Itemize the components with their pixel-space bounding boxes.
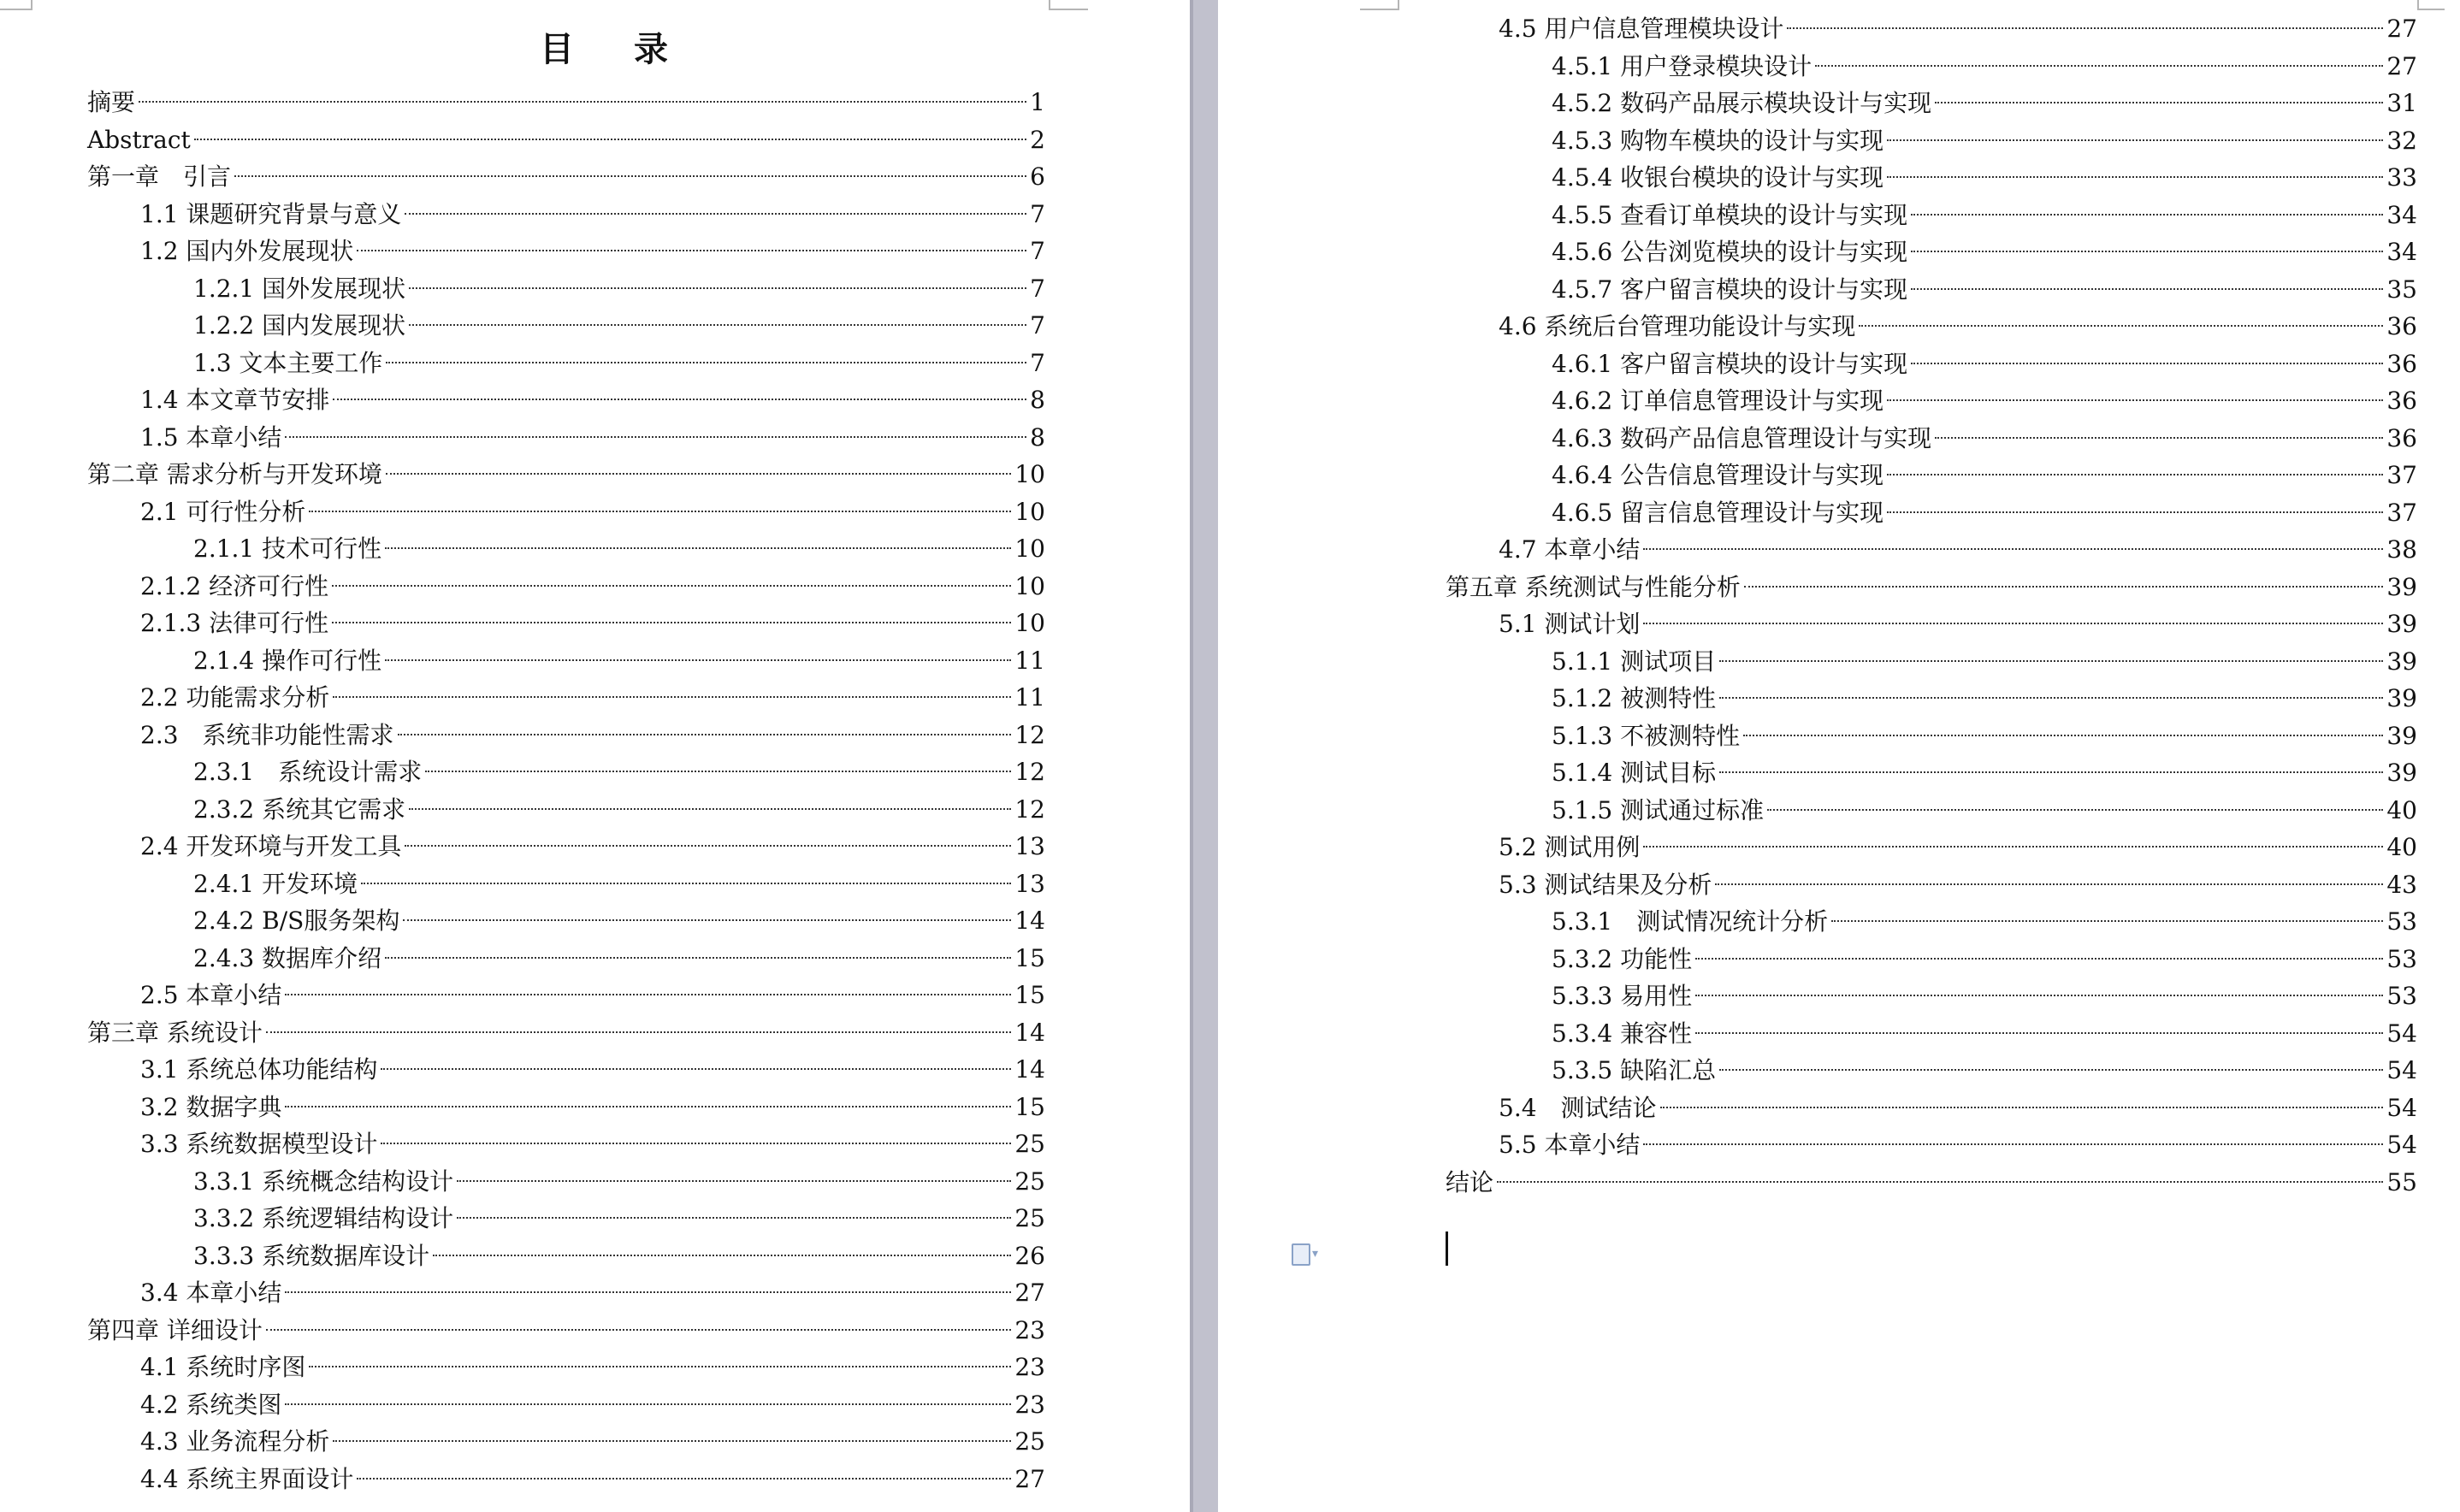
toc-entry-label: 5.1 测试计划 <box>1499 610 1641 638</box>
toc-page-number: 36 <box>2386 387 2417 415</box>
toc-entry-label: 5.1.3 不被测特性 <box>1552 721 1741 750</box>
toc-entry-label: 2.4.3 数据库介绍 <box>193 943 382 972</box>
toc-entry-label: 3.3.1 系统概念结构设计 <box>193 1166 454 1196</box>
toc-page-number: 23 <box>1014 1315 1045 1344</box>
toc-page-number: 35 <box>2386 275 2417 304</box>
toc-entry[interactable] <box>87 1089 1045 1126</box>
toc-entry-label: 2.2 功能需求分析 <box>140 683 330 712</box>
toc-page-number: 55 <box>2386 1167 2417 1196</box>
toc-entry-label: 1.2.1 国外发展现状 <box>193 274 406 303</box>
toc-entry[interactable] <box>1446 233 2417 271</box>
toc-entry-label: 3.2 数据字典 <box>140 1092 282 1121</box>
crop-mark <box>2417 0 2445 10</box>
toc-entry-label: 5.4 测试结论 <box>1499 1093 1657 1122</box>
toc-entry[interactable] <box>87 1423 1045 1461</box>
toc-entry-label: 4.6.2 订单信息管理设计与实现 <box>1552 387 1884 415</box>
toc-entry[interactable] <box>87 1349 1045 1386</box>
toc-entry[interactable] <box>87 270 1045 308</box>
toc-dot-leader <box>1887 399 2383 401</box>
toc-dot-leader <box>1911 214 2383 216</box>
toc-dot-leader <box>386 473 1011 475</box>
toc-entry[interactable] <box>87 902 1045 940</box>
page-gutter-shadow <box>1190 0 1193 1512</box>
toc-entry-label: 4.6.1 客户留言模块的设计与实现 <box>1552 349 1908 378</box>
toc-page-number: 39 <box>2386 572 2417 601</box>
toc-entry-label: 4.5.3 购物车模块的设计与实现 <box>1552 126 1884 155</box>
toc-dot-leader <box>1643 846 2383 848</box>
toc-entry-label: 结论 <box>1446 1167 1494 1196</box>
toc-dot-leader <box>357 250 1026 251</box>
toc-dot-leader <box>309 511 1011 512</box>
toc-entry-label: 2.1.3 法律可行性 <box>140 609 329 637</box>
toc-page-number: 36 <box>2386 349 2417 378</box>
toc-entry-label: 4.2 系统类图 <box>140 1390 282 1419</box>
toc-dot-leader <box>1695 958 2383 960</box>
toc-page-number: 6 <box>1030 162 1045 191</box>
toc-entry-label: 1.2.2 国内发展现状 <box>193 311 406 340</box>
toc-page-number: 15 <box>1014 981 1045 1009</box>
toc-dot-leader <box>266 1031 1011 1033</box>
toc-entry-label: 4.5.5 查看订单模块的设计与实现 <box>1552 200 1908 229</box>
toc-dot-leader <box>1887 511 2383 513</box>
toc-dot-leader <box>1715 883 2383 885</box>
toc-entry-label: 3.3.3 系统数据库设计 <box>193 1241 430 1270</box>
toc-entry-label: 1.1 课题研究背景与意义 <box>140 199 402 228</box>
toc-entry-label: 4.5.2 数码产品展示模块设计与实现 <box>1552 89 1932 117</box>
toc-dot-leader <box>333 1440 1011 1442</box>
toc-dot-leader <box>1887 139 2383 141</box>
toc-page-number: 38 <box>2386 535 2417 564</box>
toc-entry-label: 第四章 详细设计 <box>87 1315 263 1344</box>
toc-entry[interactable] <box>87 1274 1045 1312</box>
toc-entry-label: 4.5 用户信息管理模块设计 <box>1499 15 1784 43</box>
toc-page-number: 12 <box>1014 720 1045 749</box>
toc-dot-leader <box>1911 288 2383 290</box>
toc-page-number: 10 <box>1014 571 1045 600</box>
toc-page-number: 14 <box>1014 907 1045 935</box>
toc-entry-label: 5.3.4 兼容性 <box>1552 1019 1693 1048</box>
toc-entry-label: 5.1.2 被测特性 <box>1552 684 1717 712</box>
toc-entry[interactable] <box>87 530 1045 568</box>
toc-title: 目 录 <box>540 30 692 69</box>
toc-page-number: 10 <box>1014 535 1045 563</box>
toc-page-number: 14 <box>1014 1018 1045 1047</box>
toc-page-number: 10 <box>1014 609 1045 637</box>
toc-dot-leader <box>1643 548 2383 550</box>
toc-dot-leader <box>285 994 1011 995</box>
toc-page-number: 11 <box>1014 683 1045 712</box>
toc-dot-leader <box>1787 27 2383 29</box>
toc-entry-label: 4.4 系统主界面设计 <box>140 1464 354 1493</box>
toc-entry[interactable] <box>87 828 1045 865</box>
toc-entry[interactable] <box>1446 1052 2417 1090</box>
toc-dot-leader <box>332 585 1011 587</box>
toc-entry[interactable] <box>87 1200 1045 1237</box>
crop-mark <box>0 0 33 10</box>
toc-dot-leader <box>234 175 1026 177</box>
toc-page-number: 15 <box>1014 943 1045 972</box>
toc-page-number: 53 <box>2386 944 2417 973</box>
toc-entry[interactable] <box>1446 792 2417 830</box>
toc-list-right <box>1446 10 2417 1201</box>
toc-page-number: 36 <box>2386 423 2417 452</box>
toc-page-number: 7 <box>1030 274 1045 303</box>
toc-dot-leader <box>1911 363 2383 364</box>
toc-entry[interactable] <box>1446 1164 2417 1202</box>
toc-entry[interactable] <box>1446 977 2417 1015</box>
toc-page-number: 25 <box>1014 1166 1045 1196</box>
toc-entry[interactable] <box>87 233 1045 270</box>
toc-entry-label: 3.1 系统总体功能结构 <box>140 1055 378 1084</box>
toc-entry-label: 5.1.4 测试目标 <box>1552 759 1717 787</box>
toc-entry[interactable] <box>87 791 1045 829</box>
toc-dot-leader <box>409 324 1026 326</box>
toc-dot-leader <box>1719 1069 2383 1071</box>
toc-entry-label: 2.1 可行性分析 <box>140 497 306 526</box>
toc-page-number: 25 <box>1014 1204 1045 1232</box>
toc-dot-leader <box>1887 176 2383 178</box>
toc-page-number: 39 <box>2386 684 2417 712</box>
toc-entry-label: 2.1.1 技术可行性 <box>193 535 382 563</box>
toc-entry-label: 第三章 系统设计 <box>87 1018 263 1047</box>
toc-entry-label: 第一章 引言 <box>87 162 232 191</box>
toc-page-number: 11 <box>1014 646 1045 675</box>
toc-dot-leader <box>266 1329 1011 1331</box>
toc-dot-leader <box>385 547 1011 549</box>
toc-entry[interactable] <box>1446 271 2417 309</box>
toc-entry[interactable] <box>87 456 1045 493</box>
toc-entry-label: 2.3.1 系统设计需求 <box>193 758 423 786</box>
toc-page-number: 12 <box>1014 758 1045 786</box>
toc-dot-leader <box>333 696 1011 698</box>
toc-entry[interactable] <box>1446 754 2417 792</box>
toc-page-number: 7 <box>1030 237 1045 265</box>
toc-entry[interactable] <box>1446 1015 2417 1053</box>
toc-dot-leader <box>409 287 1026 289</box>
chevron-down-icon[interactable]: ▾ <box>1312 1247 1319 1261</box>
toc-page-number: 34 <box>2386 200 2417 229</box>
toc-page-number: 54 <box>2386 1093 2417 1122</box>
toc-entry[interactable] <box>87 977 1045 1014</box>
toc-entry[interactable] <box>1446 941 2417 978</box>
toc-entry-label: 5.3 测试结果及分析 <box>1499 870 1712 899</box>
toc-entry[interactable] <box>87 196 1045 233</box>
toc-entry[interactable] <box>1446 85 2417 122</box>
toc-dot-leader <box>386 362 1026 363</box>
toc-dot-leader <box>1643 1143 2383 1145</box>
toc-entry[interactable] <box>87 717 1045 754</box>
toc-entry[interactable] <box>87 1125 1045 1163</box>
toc-dot-leader <box>1911 251 2383 252</box>
toc-entry[interactable] <box>87 158 1045 196</box>
toc-dot-leader <box>1935 102 2383 103</box>
toc-page-number: 37 <box>2386 498 2417 527</box>
toc-page-number: 39 <box>2386 610 2417 638</box>
toc-entry[interactable] <box>87 1386 1045 1424</box>
toc-entry[interactable] <box>87 419 1045 457</box>
toc-dot-leader <box>381 1143 1011 1144</box>
toc-entry-label: 5.3.1 测试情况统计分析 <box>1552 907 1829 936</box>
toc-dot-leader <box>1887 474 2383 475</box>
toc-dot-leader <box>285 1106 1011 1107</box>
toc-page-number: 27 <box>2386 51 2417 80</box>
toc-entry-label: 5.3.2 功能性 <box>1552 944 1693 973</box>
document-page-left <box>0 0 1190 1512</box>
toc-page-number: 12 <box>1014 794 1045 824</box>
toc-page-number: 54 <box>2386 1056 2417 1084</box>
toc-dot-leader <box>357 1478 1011 1480</box>
toc-dot-leader <box>139 101 1026 103</box>
toc-entry[interactable] <box>87 1237 1045 1275</box>
toc-dot-leader <box>1935 437 2383 439</box>
toc-entry[interactable] <box>1446 346 2417 383</box>
toc-entry[interactable] <box>1446 866 2417 904</box>
toc-entry-label: 4.6.4 公告信息管理设计与实现 <box>1552 461 1884 489</box>
toc-dot-leader <box>381 1068 1011 1070</box>
toc-entry-label: 1.5 本章小结 <box>140 422 282 452</box>
toc-dot-leader <box>1497 1181 2383 1183</box>
toc-page-number: 54 <box>2386 1131 2417 1159</box>
toc-page-number: 53 <box>2386 982 2417 1010</box>
toc-dot-leader <box>309 1366 1011 1367</box>
toc-entry[interactable] <box>1446 48 2417 86</box>
toc-entry[interactable] <box>87 1051 1045 1089</box>
toc-entry[interactable] <box>87 865 1045 903</box>
toc-entry[interactable] <box>87 1461 1045 1498</box>
toc-entry-label: 3.4 本章小结 <box>140 1279 282 1307</box>
toc-dot-leader <box>398 734 1012 735</box>
toc-dot-leader <box>385 957 1011 959</box>
toc-dot-leader <box>332 622 1011 623</box>
toc-entry[interactable] <box>87 605 1045 642</box>
toc-page-number: 27 <box>1014 1279 1045 1307</box>
toc-dot-leader <box>1719 660 2383 662</box>
document-page-right <box>1218 0 2460 1512</box>
toc-dot-leader <box>1660 1107 2384 1108</box>
toc-entry-label: 2.4 开发环境与开发工具 <box>140 832 402 860</box>
toc-dot-leader <box>1815 65 2383 67</box>
toc-page-number: 8 <box>1030 386 1045 414</box>
toc-page-number: 33 <box>2386 163 2417 192</box>
toc-entry-label: 4.7 本章小结 <box>1499 535 1641 564</box>
toc-page-number: 54 <box>2386 1019 2417 1048</box>
toc-dot-leader <box>409 808 1011 810</box>
toc-entry-label: 4.6.3 数码产品信息管理设计与实现 <box>1552 423 1932 452</box>
toc-entry[interactable] <box>87 642 1045 680</box>
toc-entry-label: 4.6 系统后台管理功能设计与实现 <box>1499 312 1856 340</box>
toc-page-number: 40 <box>2386 833 2417 861</box>
toc-dot-leader <box>1767 809 2383 811</box>
toc-entry[interactable] <box>1446 1090 2417 1127</box>
toc-entry-label: 3.3.2 系统逻辑结构设计 <box>193 1204 454 1232</box>
toc-page-number: 37 <box>2386 461 2417 489</box>
toc-dot-leader <box>405 213 1026 215</box>
toc-entry-label: 1.4 本文章节安排 <box>140 386 330 414</box>
toc-entry-label: 第二章 需求分析与开发环境 <box>87 460 382 488</box>
toc-dot-leader <box>385 659 1011 661</box>
toc-entry-label: 2.1.2 经济可行性 <box>140 571 329 600</box>
toc-dot-leader <box>194 139 1026 140</box>
toc-entry[interactable] <box>87 1014 1045 1052</box>
toc-entry[interactable] <box>1446 197 2417 234</box>
toc-entry-label: 2.5 本章小结 <box>140 981 282 1009</box>
crop-mark <box>1049 0 1088 10</box>
toc-entry[interactable] <box>1446 457 2417 494</box>
toc-page-number: 27 <box>1014 1464 1045 1493</box>
toc-entry[interactable] <box>1446 420 2417 458</box>
toc-entry[interactable] <box>1446 680 2417 718</box>
toc-page-number: 39 <box>2386 759 2417 787</box>
toc-entry[interactable] <box>1446 829 2417 866</box>
toc-entry-label: 摘要 <box>87 88 136 116</box>
toc-page-number: 53 <box>2386 907 2417 936</box>
toc-page-number: 32 <box>2386 126 2417 155</box>
toc-dot-leader <box>433 1255 1011 1256</box>
toc-dot-leader <box>1695 1032 2383 1034</box>
toc-page-number: 2 <box>1030 125 1045 154</box>
toc-entry-label: 1.3 文本主要工作 <box>193 348 383 377</box>
toc-dot-leader <box>457 1180 1011 1182</box>
toc-page-number: 10 <box>1014 497 1045 526</box>
toc-entry-label: 4.3 业务流程分析 <box>140 1427 330 1456</box>
text-cursor <box>1446 1231 1448 1266</box>
toc-entry-label: 2.4.2 B/S服务架构 <box>193 907 400 935</box>
toc-dot-leader <box>361 883 1011 884</box>
toc-page-number: 14 <box>1014 1055 1045 1084</box>
toc-dot-leader <box>457 1217 1011 1219</box>
toc-entry-label: 4.6.5 留言信息管理设计与实现 <box>1552 498 1884 527</box>
toc-entry[interactable] <box>1446 122 2417 160</box>
toc-entry-label: 4.5.1 用户登录模块设计 <box>1552 51 1812 80</box>
toc-dot-leader <box>403 919 1011 921</box>
toc-dot-leader <box>1695 995 2383 996</box>
toc-page-number: 13 <box>1014 832 1045 860</box>
toc-page-number: 36 <box>2386 312 2417 340</box>
toc-page-number: 7 <box>1030 348 1045 377</box>
toc-entry[interactable] <box>87 940 1045 977</box>
paste-options-icon[interactable] <box>1292 1243 1310 1266</box>
toc-page-number: 1 <box>1030 88 1045 116</box>
toc-dot-leader <box>1643 623 2383 624</box>
toc-list-left <box>87 84 1045 1497</box>
toc-dot-leader <box>405 845 1011 847</box>
toc-page-number: 39 <box>2386 721 2417 750</box>
toc-page-number: 15 <box>1014 1092 1045 1121</box>
toc-entry-label: 1.2 国内外发展现状 <box>140 237 354 265</box>
toc-entry[interactable] <box>1446 159 2417 197</box>
toc-entry[interactable] <box>1446 605 2417 643</box>
toc-entry[interactable] <box>1446 494 2417 532</box>
toc-entry-label: 4.5.6 公告浏览模块的设计与实现 <box>1552 238 1908 266</box>
toc-page-number: 10 <box>1014 460 1045 488</box>
toc-dot-leader <box>333 399 1026 400</box>
toc-entry-label: 5.5 本章小结 <box>1499 1131 1641 1159</box>
toc-entry[interactable] <box>1446 569 2417 606</box>
toc-page-number: 25 <box>1014 1130 1045 1158</box>
toc-entry[interactable] <box>87 1163 1045 1201</box>
toc-entry[interactable] <box>1446 1126 2417 1164</box>
toc-entry[interactable] <box>87 381 1045 419</box>
toc-entry-label: 5.3.3 易用性 <box>1552 982 1693 1010</box>
toc-entry[interactable] <box>87 1312 1045 1350</box>
toc-entry-label: 5.3.5 缺陷汇总 <box>1552 1056 1717 1084</box>
toc-dot-leader <box>285 1403 1011 1405</box>
toc-dot-leader <box>285 1291 1011 1293</box>
toc-entry[interactable] <box>1446 643 2417 681</box>
toc-page-number: 13 <box>1014 869 1045 898</box>
toc-entry-label: 5.1.5 测试通过标准 <box>1552 795 1765 824</box>
toc-page-number: 26 <box>1014 1241 1045 1270</box>
toc-dot-leader <box>285 436 1026 438</box>
toc-entry[interactable] <box>1446 382 2417 420</box>
toc-dot-leader <box>1744 586 2383 588</box>
toc-page-number: 23 <box>1014 1390 1045 1419</box>
toc-page-number: 8 <box>1030 422 1045 452</box>
toc-page-number: 40 <box>2386 795 2417 824</box>
toc-dot-leader <box>1859 325 2383 327</box>
toc-entry[interactable] <box>1446 531 2417 569</box>
toc-entry-label: 5.1.1 测试项目 <box>1552 647 1717 676</box>
toc-entry-label: 4.1 系统时序图 <box>140 1353 306 1381</box>
toc-entry[interactable] <box>87 493 1045 531</box>
toc-dot-leader <box>1743 735 2383 736</box>
toc-dot-leader <box>1831 920 2383 922</box>
page-gutter <box>1190 0 1218 1512</box>
toc-page-number: 7 <box>1030 311 1045 340</box>
toc-entry[interactable] <box>87 307 1045 345</box>
toc-page-number: 43 <box>2386 870 2417 899</box>
toc-entry[interactable] <box>1446 10 2417 48</box>
toc-entry[interactable] <box>87 568 1045 605</box>
toc-entry[interactable] <box>87 345 1045 382</box>
toc-entry[interactable] <box>87 753 1045 791</box>
toc-entry-label: 2.4.1 开发环境 <box>193 869 358 898</box>
toc-dot-leader <box>1719 697 2383 699</box>
toc-entry-label: 4.5.4 收银台模块的设计与实现 <box>1552 163 1884 192</box>
toc-page-number: 27 <box>2386 15 2417 43</box>
toc-entry[interactable] <box>1446 308 2417 346</box>
crop-mark <box>1360 0 1399 10</box>
toc-entry[interactable] <box>87 121 1045 159</box>
toc-page-number: 31 <box>2386 89 2417 117</box>
toc-entry-label: 2.3.2 系统其它需求 <box>193 794 406 824</box>
toc-page-number: 34 <box>2386 238 2417 266</box>
toc-entry-label: 2.3 系统非功能性需求 <box>140 720 394 749</box>
toc-page-number: 7 <box>1030 199 1045 228</box>
toc-page-number: 39 <box>2386 647 2417 676</box>
toc-entry-label: 第五章 系统测试与性能分析 <box>1446 572 1741 601</box>
toc-entry-label: 2.1.4 操作可行性 <box>193 646 382 675</box>
toc-entry[interactable] <box>87 84 1045 121</box>
toc-entry[interactable] <box>87 679 1045 717</box>
toc-entry[interactable] <box>1446 903 2417 941</box>
toc-dot-leader <box>425 771 1011 772</box>
toc-entry[interactable] <box>1446 718 2417 755</box>
toc-page-number: 25 <box>1014 1427 1045 1456</box>
toc-entry-label: Abstract <box>87 125 191 154</box>
toc-dot-leader <box>1719 771 2383 773</box>
toc-page-number: 23 <box>1014 1353 1045 1381</box>
toc-entry-label: 5.2 测试用例 <box>1499 833 1641 861</box>
toc-entry-label: 3.3 系统数据模型设计 <box>140 1130 378 1158</box>
toc-entry-label: 4.5.7 客户留言模块的设计与实现 <box>1552 275 1908 304</box>
